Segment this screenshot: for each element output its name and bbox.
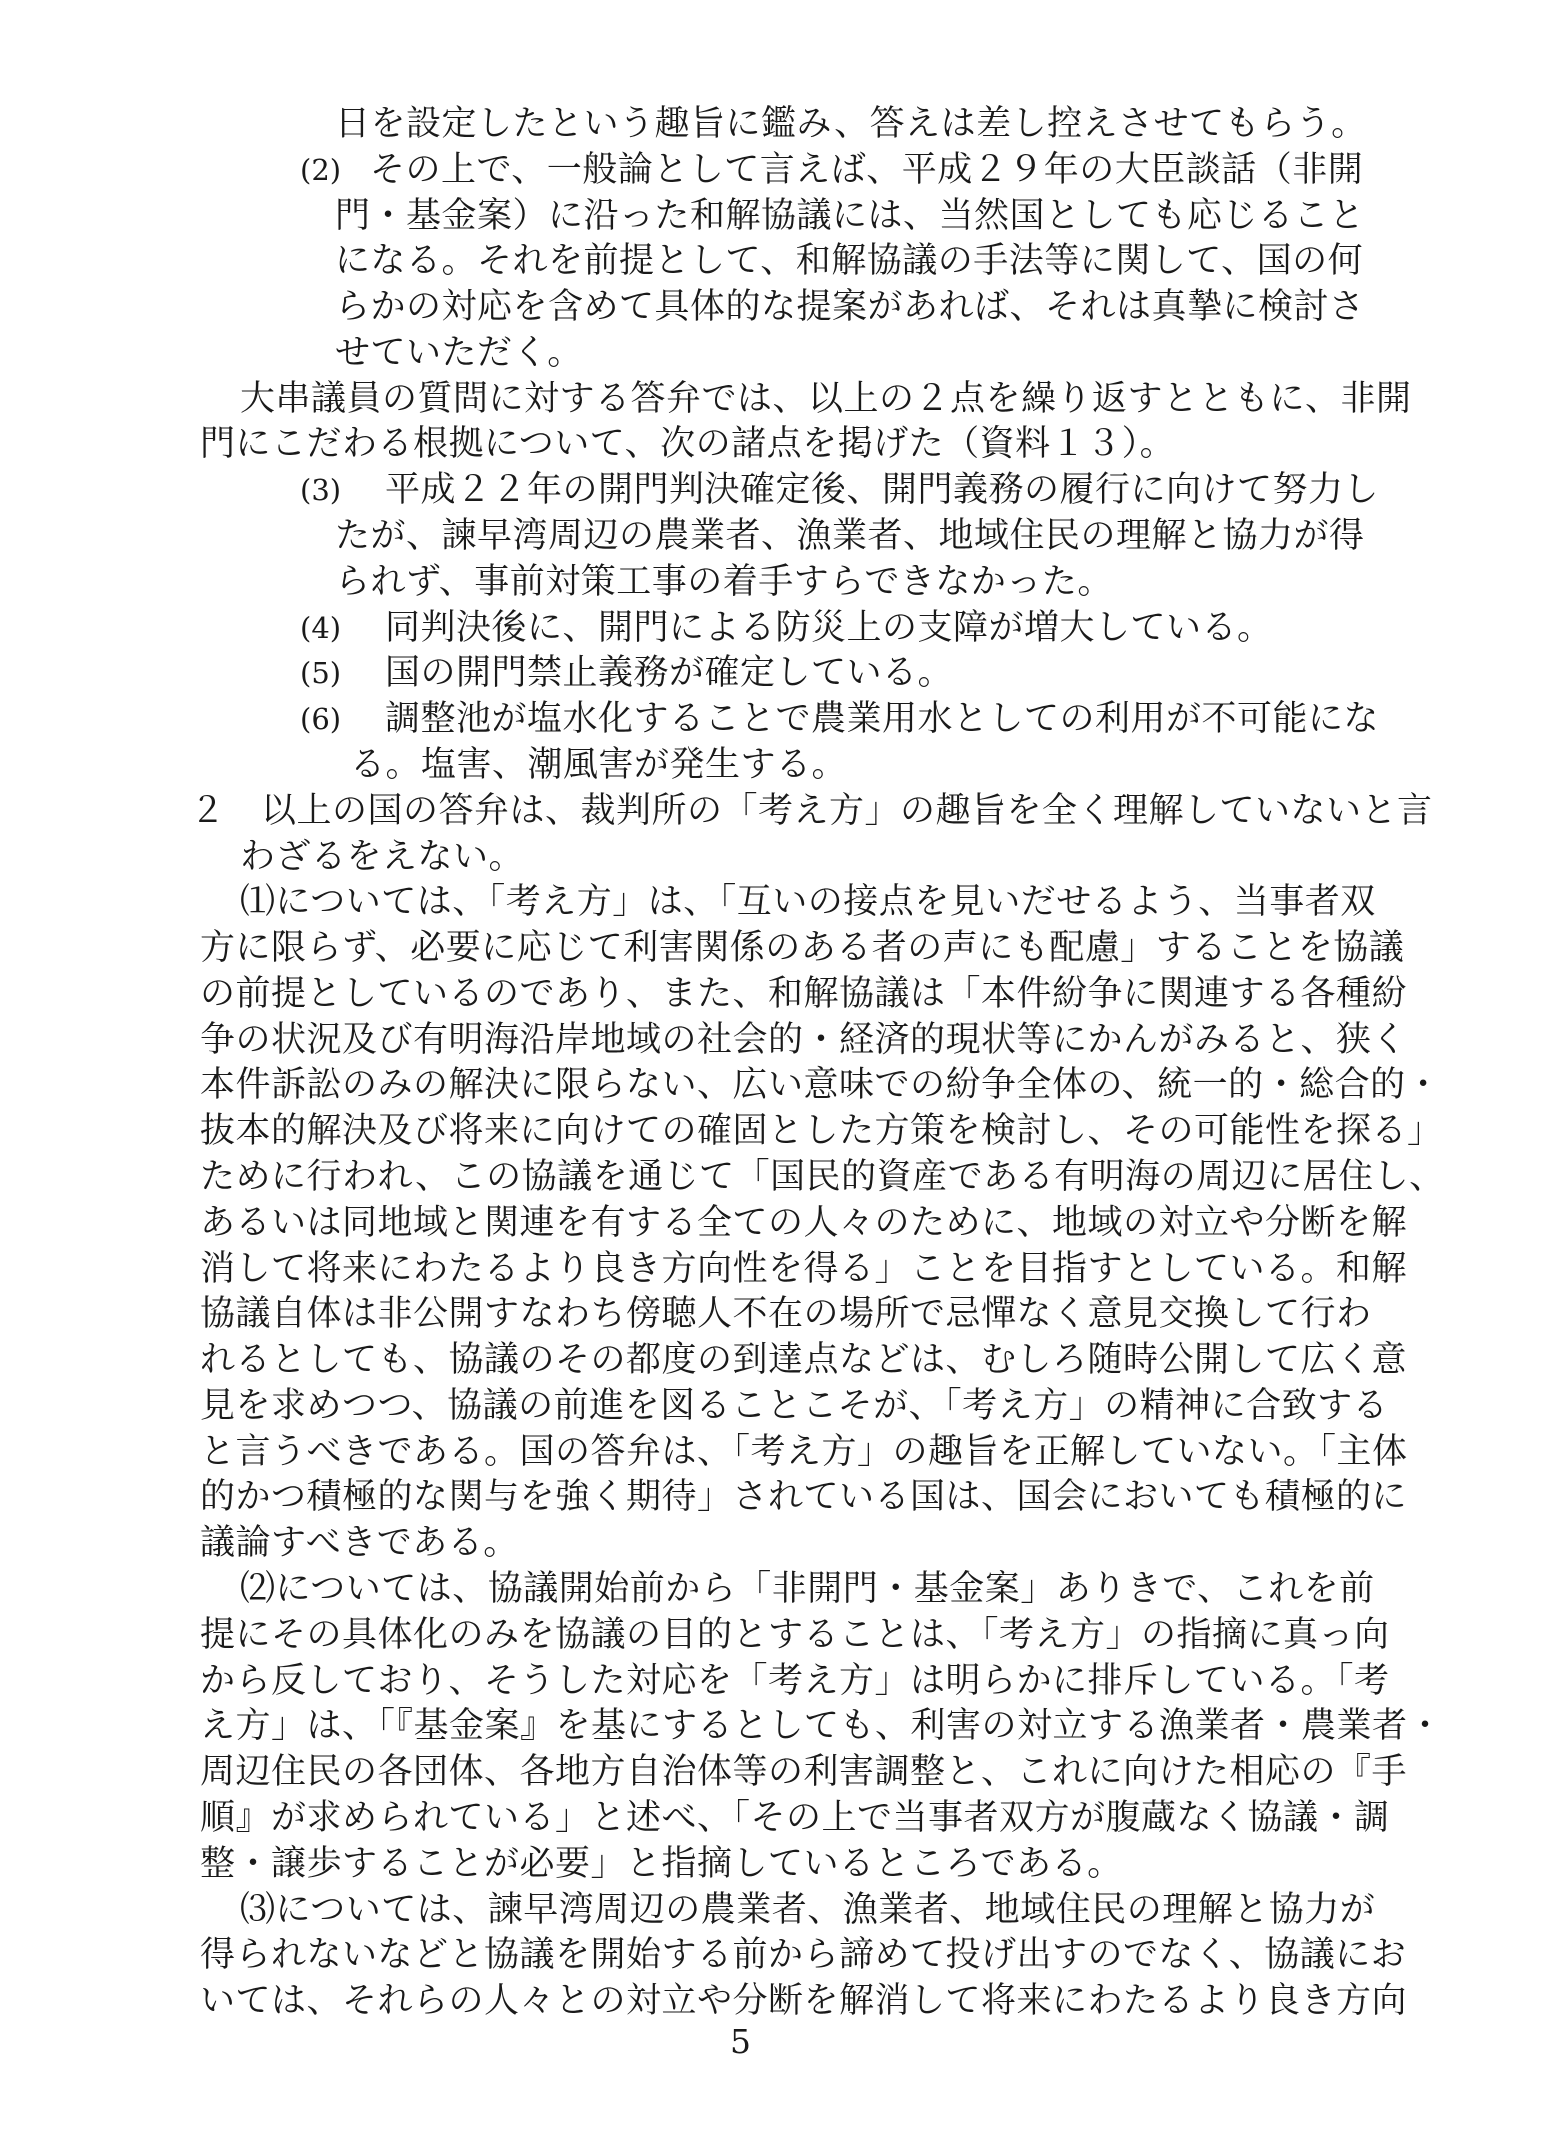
text-line: らかの対応を含めて具体的な提案があれば、それは真摯に検討さ <box>335 287 1365 328</box>
text-line: 的かつ積極的な関与を強く期待」されている国は、国会においても積極的に <box>200 1477 1408 1518</box>
text-line: 平成２２年の開門判決確定後、開門義務の履行に向けて努力し <box>385 470 1380 511</box>
text-line: 抜本的解決及び将来に向けての確固とした方策を検討し、その可能性を探る」 <box>200 1111 1443 1152</box>
text-line: る。塩害、潮風害が発生する。 <box>350 744 848 785</box>
text-line: 提にその具体化のみを協議の目的とすることは、「考え方」の指摘に真っ向 <box>200 1614 1390 1655</box>
text-line: 協議自体は非公開すなわち傍聴人不在の場所で忌憚なく意見交換して行わ <box>200 1294 1372 1335</box>
text-line: から反しており、そうした対応を「考え方」は明らかに排斥している。「考 <box>200 1660 1390 1701</box>
text-line: れるとしても、協議のその都度の到達点などは、むしろ随時公開して広く意 <box>200 1340 1408 1381</box>
item-number: (5) <box>300 656 342 691</box>
text-line: あるいは同地域と関連を有する全ての人々のために、地域の対立や分断を解 <box>200 1202 1408 1243</box>
text-line: 日を設定したという趣旨に鑑み、答えは差し控えさせてもらう。 <box>335 104 1367 144</box>
text-line: と言うべきである。国の答弁は、「考え方」の趣旨を正解していない。「主体 <box>200 1431 1408 1472</box>
page-number: 5 <box>730 2022 751 2061</box>
text-line: 本件訴訟のみの解決に限らない、広い意味での紛争全体の、統一的・総合的・ <box>200 1065 1442 1106</box>
text-line: ２ 以上の国の答弁は、裁判所の「考え方」の趣旨を全く理解していないと言 <box>190 790 1433 831</box>
text-line: られず、事前対策工事の着手すらできなかった。 <box>335 561 1113 602</box>
text-line: 周辺住民の各団体、各地方自治体等の利害調整と、これに向けた相応の『手 <box>200 1752 1408 1793</box>
text-line: 方に限らず、必要に応じて利害関係のある者の声にも配慮」することを協議 <box>200 928 1405 969</box>
text-line: 見を求めつつ、協議の前進を図ることこそが、「考え方」の精神に合致する <box>200 1385 1389 1426</box>
text-line: の前提としているのであり、また、和解協議は「本件紛争に関連する各種紛 <box>200 973 1408 1014</box>
text-line: 同判決後に、開門による防災上の支障が増大している。 <box>385 607 1273 648</box>
text-line: いては、それらの人々との対立や分断を解消して将来にわたるより良き方向 <box>200 1981 1408 2022</box>
text-line: 調整池が塩水化することで農業用水としての利用が不可能にな <box>385 699 1380 740</box>
text-line: 門・基金案）に沿った和解協議には、当然国としても応じること <box>335 195 1365 236</box>
text-line: 門にこだわる根拠について、次の諸点を掲げた（資料１３）。 <box>200 424 1176 465</box>
text-line: 整・譲歩することが必要」と指摘しているところである。 <box>200 1843 1123 1884</box>
text-line: 争の状況及び有明海沿岸地域の社会的・経済的現状等にかんがみると、狭く <box>200 1019 1408 1060</box>
text-line: 国の開門禁止義務が確定している。 <box>385 653 954 694</box>
text-line: になる。それを前提として、和解協議の手法等に関して、国の何 <box>335 241 1364 282</box>
item-number: (6) <box>300 702 342 737</box>
text-line: 議論すべきである。 <box>200 1523 519 1564</box>
text-line: ために行われ、この協議を通じて「国民的資産である有明海の周辺に居住し、 <box>200 1157 1445 1197</box>
text-line: ⑶については、諫早湾周辺の農業者、漁業者、地域住民の理解と協力が <box>240 1889 1376 1930</box>
item-number: (2) <box>300 152 342 187</box>
item-number: (3) <box>300 473 342 508</box>
text-line: たが、諫早湾周辺の農業者、漁業者、地域住民の理解と協力が得 <box>335 516 1365 557</box>
text-line: ⑴については、「考え方」は、「互いの接点を見いだせるよう、当事者双 <box>240 882 1376 923</box>
text-line: その上で、一般論として言えば、平成２９年の大臣談話（非開 <box>370 149 1364 190</box>
item-number: (4) <box>300 610 342 645</box>
text-line: せていただく。 <box>335 332 583 373</box>
text-line: わざるをえない。 <box>240 836 525 877</box>
text-line: 得られないなどと協議を開始する前から諦めて投げ出すのでなく、協議にお <box>200 1935 1407 1976</box>
text-line: ⑵については、協議開始前から「非開門・基金案」ありきで、これを前 <box>240 1569 1375 1610</box>
text-line: 大串議員の質問に対する答弁では、以上の２点を繰り返すとともに、非開 <box>240 378 1412 419</box>
text-line: 順』が求められている」と述べ、「その上で当事者双方が腹蔵なく協議・調 <box>200 1797 1390 1838</box>
text-line: え方」は、「『基金案』を基にするとしても、利害の対立する漁業者・農業者・ <box>200 1706 1444 1747</box>
text-line: 消して将来にわたるより良き方向性を得る」ことを目指すとしている。和解 <box>200 1248 1408 1289</box>
